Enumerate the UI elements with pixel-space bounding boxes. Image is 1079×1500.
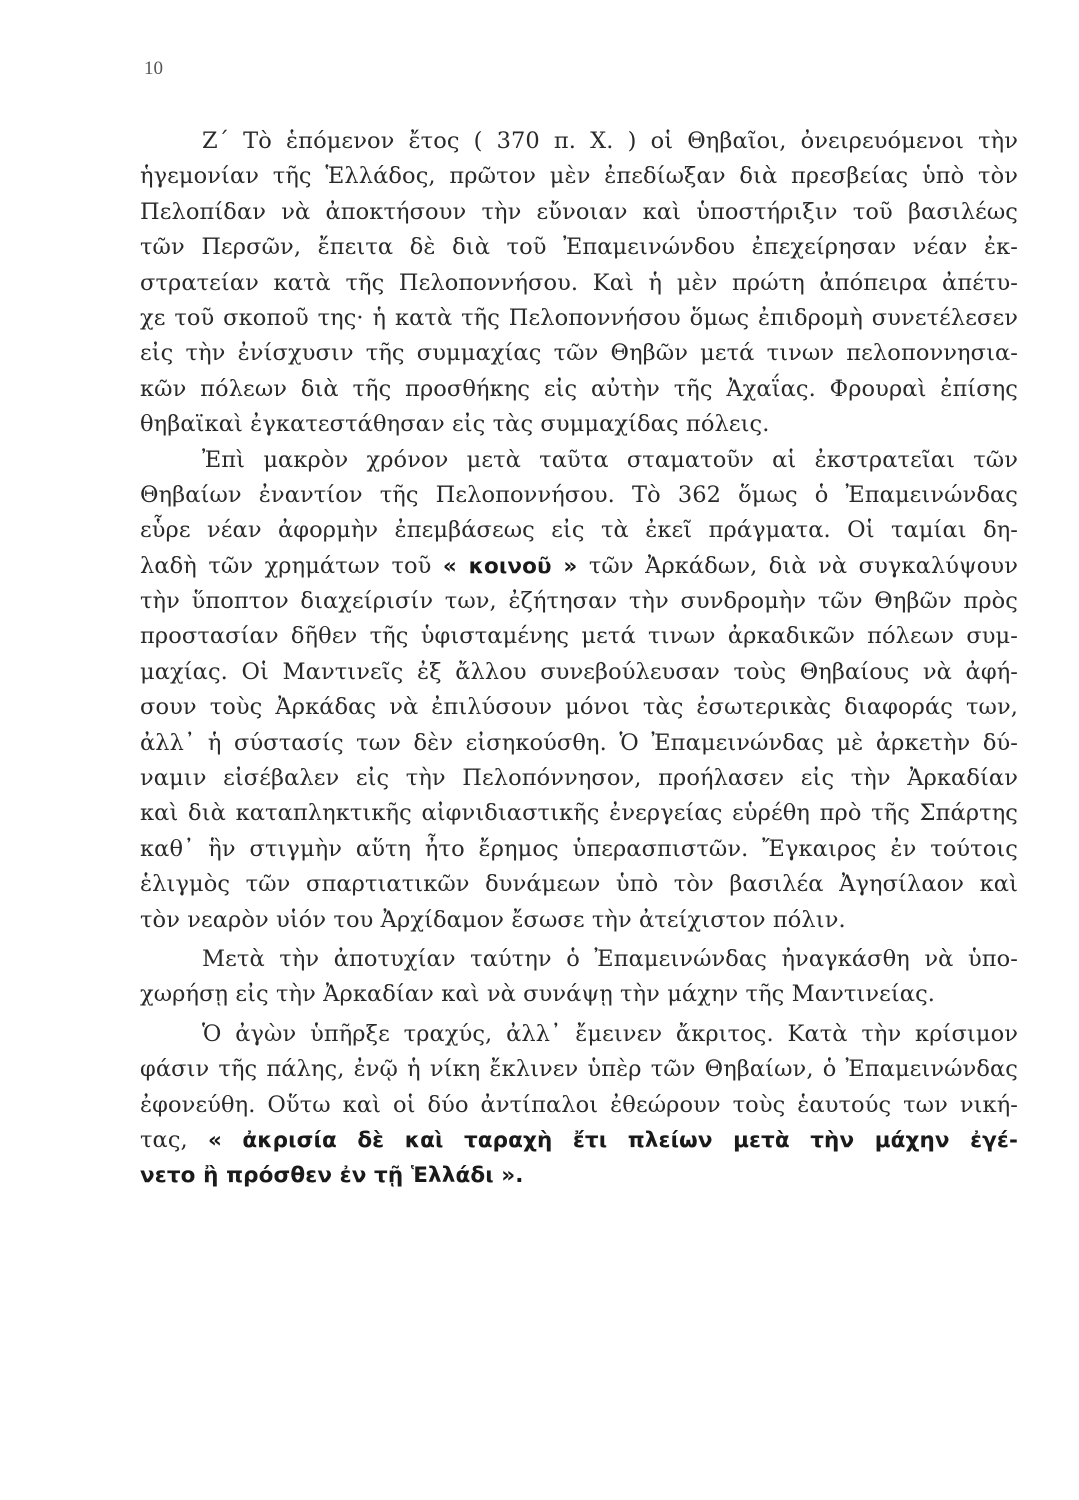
text-segment: τας, bbox=[140, 1126, 208, 1153]
text-line: προστασίαν δῆθεν τῆς ὑφισταμένης μετά τινων ἀρκαδικῶν πόλεων συμ- bbox=[140, 623, 1018, 650]
quote-emphasis: « ἀκρισία δὲ καὶ ταραχὴ ἔτι πλείων μετὰ τὴν μάχην ἐγέ- bbox=[207, 1127, 1018, 1153]
text-line: χε τοῦ σκοποῦ της· ἡ κατὰ τῆς Πελοποννήσου ὅμως ἐπιδρομὴ συνετέλεσεν bbox=[140, 304, 1018, 331]
text-line: Ζ΄ Τὸ ἑπόμενον ἔτος ( 370 π. Χ. ) οἱ Θηβαῖοι, ὀνειρευόμενοι τὴν bbox=[202, 128, 1018, 154]
paragraph-1 bbox=[140, 124, 1018, 443]
text-line: στρατείαν κατὰ τῆς Πελοποννήσου. Καὶ ἡ μὲν πρώτη ἀπόπειρα ἀπέτυ- bbox=[140, 269, 1018, 296]
text-line: Ἐπὶ μακρὸν χρόνον μετὰ ταῦτα σταματοῦν αἱ ἐκστρατεῖαι τῶν bbox=[202, 446, 1018, 473]
text-line: καὶ διὰ καταπληκτικῆς αἰφνιδιαστικῆς ἐνεργείας εὑρέθη πρὸ τῆς Σπάρτης bbox=[140, 800, 1018, 827]
text-line: ναμιν εἰσέβαλεν εἰς τὴν Πελοπόννησον, προήλασεν εἰς τὴν Ἀρκαδίαν bbox=[140, 765, 1018, 792]
text-line: ἀλλ᾽ ἡ σύστασίς των δὲν εἰσηκούσθη. Ὁ Ἐπαμεινώνδας μὲ ἀρκετὴν δύ- bbox=[140, 729, 1018, 756]
text-line: τὸν νεαρὸν υἱόν του Ἀρχίδαμον ἔσωσε τὴν ἀτείχιστον πόλιν. bbox=[140, 906, 846, 933]
paragraph-3 bbox=[140, 942, 1018, 1013]
text-segment: λαδὴ τῶν χρημάτων τοῦ bbox=[140, 552, 443, 579]
text-line: σουν τοὺς Ἀρκάδας νὰ ἐπιλύσουν μόνοι τὰς ἐσωτερικὰς διαφοράς των, bbox=[140, 694, 1018, 721]
text-line: Πελοπίδαν νὰ ἀποκτήσουν τὴν εὔνοιαν καὶ ὑποστήριξιν τοῦ βασιλέως bbox=[140, 198, 1018, 225]
text-line: ἑλιγμὸς τῶν σπαρτιατικῶν δυνάμεων ὑπὸ τὸν βασιλέα Ἀγησίλαον καὶ bbox=[140, 871, 1018, 898]
quote-line bbox=[140, 1123, 1018, 1158]
text-line: τὴν ὕποπτον διαχείρισίν των, ἐζήτησαν τὴν συνδρομὴν τῶν Θηβῶν πρὸς bbox=[140, 588, 1018, 615]
paragraph-4 bbox=[140, 1017, 1018, 1194]
text-line: Μετὰ τὴν ἀποτυχίαν ταύτην ὁ Ἐπαμεινώνδας ἠναγκάσθη νὰ ὑπο- bbox=[202, 945, 1018, 972]
text-line: εὗρε νέαν ἀφορμὴν ἐπεμβάσεως εἰς τὰ ἐκεῖ πράγματα. Οἱ ταμίαι δη- bbox=[140, 517, 1018, 544]
emphasis-koinou: « κοινοῦ » bbox=[442, 553, 578, 579]
text-line: κῶν πόλεων διὰ τῆς προσθήκης εἰς αὐτὴν τῆς Ἀχαΐας. Φρουραὶ ἐπίσης bbox=[140, 375, 1018, 402]
quote-emphasis: νετο ἢ πρόσθεν ἐν τῇ Ἑλλάδι ». bbox=[140, 1163, 524, 1189]
text-segment: τῶν Ἀρκάδων, διὰ νὰ συγκαλύψουν bbox=[577, 552, 1018, 579]
body-text bbox=[140, 124, 1018, 1194]
text-line: ἐφονεύθη. Οὕτω καὶ οἱ δύο ἀντίπαλοι ἐθεώρουν τοὺς ἑαυτούς των νική- bbox=[140, 1091, 1018, 1118]
text-line: ἡγεμονίαν τῆς Ἑλλάδος, πρῶτον μὲν ἐπεδίωξαν διὰ πρεσβείας ὑπὸ τὸν bbox=[140, 163, 1018, 190]
text-line: Ὁ ἀγὼν ὑπῆρξε τραχύς, ἀλλ᾽ ἔμεινεν ἄκριτος. Κατὰ τὴν κρίσιμον bbox=[202, 1020, 1018, 1047]
text-line: εἰς τὴν ἐνίσχυσιν τῆς συμμαχίας τῶν Θηβῶν μετά τινων πελοποννησια- bbox=[140, 340, 1018, 367]
paragraph-2 bbox=[140, 443, 1018, 938]
quote-line-end bbox=[140, 1158, 1018, 1193]
text-line: μαχίας. Οἱ Μαντινεῖς ἐξ ἄλλου συνεβούλευσαν τοὺς Θηβαίους νὰ ἀφή- bbox=[140, 658, 1018, 685]
text-line-with-emphasis bbox=[140, 549, 1018, 584]
text-line: θηβαϊκαὶ ἐγκατεστάθησαν εἰς τὰς συμμαχίδας πόλεις. bbox=[140, 411, 770, 438]
text-line: φάσιν τῆς πάλης, ἐνῷ ἡ νίκη ἔκλινεν ὑπὲρ τῶν Θηβαίων, ὁ Ἐπαμεινώνδας bbox=[140, 1056, 1018, 1083]
page-number: 10 bbox=[144, 58, 163, 79]
text-line: Θηβαίων ἐναντίον τῆς Πελοποννήσου. Τὸ 362 ὅμως ὁ Ἐπαμεινώνδας bbox=[140, 481, 1018, 508]
text-line: χωρήσῃ εἰς τὴν Ἀρκαδίαν καὶ νὰ συνάψῃ τὴν μάχην τῆς Μαντινείας. bbox=[140, 981, 936, 1008]
text-line: καθ᾽ ἣν στιγμὴν αὕτη ἦτο ἔρημος ὑπερασπιστῶν. Ἔγκαιρος ἐν τούτοις bbox=[140, 835, 1018, 862]
text-line: τῶν Περσῶν, ἔπειτα δὲ διὰ τοῦ Ἐπαμεινώνδου ἐπεχείρησαν νέαν ἐκ- bbox=[140, 234, 1018, 261]
